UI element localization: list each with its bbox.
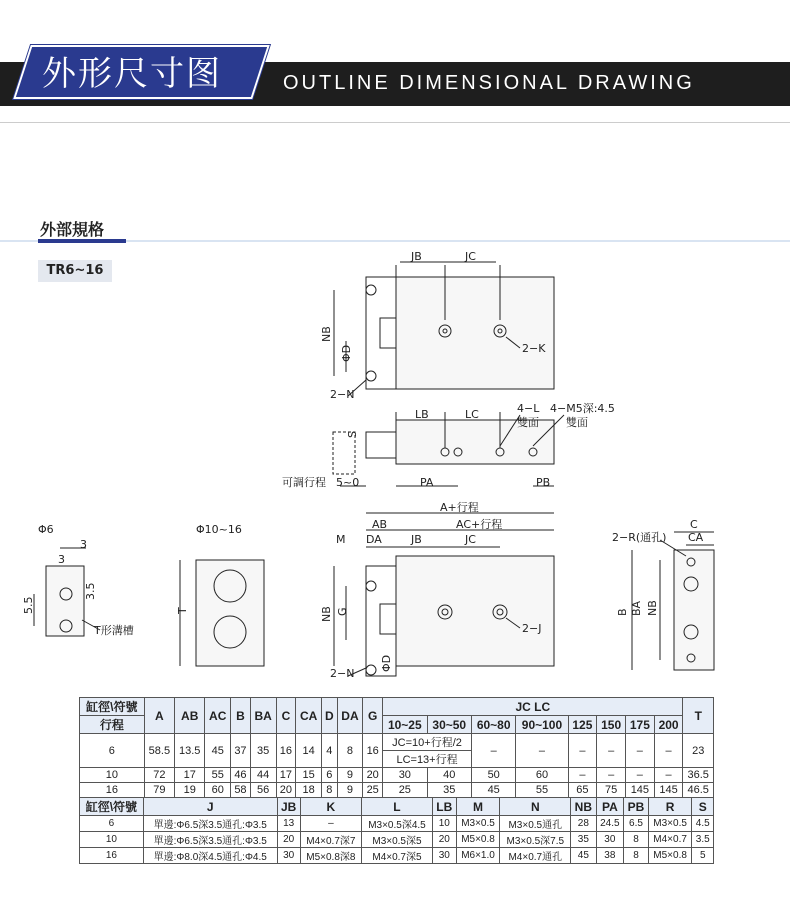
table1-header: AB — [175, 698, 205, 734]
stroke-header: 200 — [654, 716, 683, 734]
table-cell: 23 — [683, 734, 714, 768]
table-cell: 35 — [571, 832, 596, 848]
table-cell: 單邊:Φ6.5深3.5通孔:Φ3.5 — [143, 832, 277, 848]
table-cell: 20 — [432, 832, 456, 848]
table1-header: AC — [205, 698, 231, 734]
table2-header: PA — [596, 798, 624, 816]
table2-header: M — [456, 798, 500, 816]
label-phi6: Φ6 — [38, 523, 54, 536]
table-row — [80, 734, 714, 751]
table2-header: N — [500, 798, 571, 816]
stroke-header: 175 — [626, 716, 655, 734]
table-cell: 50 — [471, 768, 515, 783]
table-cell: 75 — [597, 783, 626, 798]
table-cell: M3×0.5深5 — [362, 832, 433, 848]
label-t: T — [176, 607, 189, 614]
section-title: 外部規格 — [40, 220, 105, 239]
table-row — [80, 816, 714, 832]
table2-header: NB — [571, 798, 596, 816]
stroke-header: 90~100 — [516, 716, 568, 734]
table-cell: 36.5 — [683, 768, 714, 783]
table-cell: – — [597, 734, 626, 768]
table-cell: 55 — [516, 783, 568, 798]
table-cell: M6×1.0 — [456, 848, 500, 864]
table-cell: 10 — [80, 832, 144, 848]
table-cell: 9 — [337, 768, 363, 783]
table-cell: M4×0.7深5 — [362, 848, 433, 864]
table-cell: 25 — [363, 783, 383, 798]
label-shuangmian-1: 雙面 — [517, 416, 539, 429]
table-cell: 14 — [296, 734, 322, 768]
label-lb: LB — [415, 408, 429, 421]
header-divider — [0, 122, 790, 123]
table-cell: – — [654, 734, 683, 768]
table-cell: 38 — [596, 848, 624, 864]
table-cell: 58 — [231, 783, 251, 798]
table-cell: 10 — [80, 768, 145, 783]
table-cell: 56 — [250, 783, 276, 798]
table-cell: 9 — [337, 783, 363, 798]
table-cell: 6 — [80, 816, 144, 832]
table2-header: PB — [624, 798, 649, 816]
label-ac-stroke: AC+行程 — [456, 518, 503, 531]
table-cell-formula: JC=10+行程/2 — [383, 734, 472, 751]
table1-header: DA — [337, 698, 363, 734]
table-cell: 18 — [296, 783, 322, 798]
table-cell: 6 — [80, 734, 145, 768]
table-cell: 25 — [383, 783, 427, 798]
label-2n-2: 2−N — [330, 667, 355, 680]
table1-header: D — [321, 698, 337, 734]
table-cell: 46 — [231, 768, 251, 783]
label-c: C — [690, 518, 698, 531]
label-ab: AB — [372, 518, 388, 531]
label-s: S — [346, 431, 359, 438]
table-cell: 60 — [516, 768, 568, 783]
label-2j: 2−J — [522, 622, 542, 635]
table1-jc-lc-header: JC LC — [383, 698, 683, 716]
table-cell: 8 — [624, 848, 649, 864]
table-row — [80, 832, 714, 848]
table-cell: 37 — [231, 734, 251, 768]
table-cell: 8 — [624, 832, 649, 848]
table-cell: 45 — [471, 783, 515, 798]
table-row — [80, 783, 714, 798]
table1-header: B — [231, 698, 251, 734]
table-cell: 15 — [296, 768, 322, 783]
table-cell: – — [626, 734, 655, 768]
table-cell: M3×0.5 — [648, 816, 692, 832]
table-cell: – — [471, 734, 515, 768]
table-cell: M5×0.8 — [648, 848, 692, 864]
label-ca: CA — [688, 531, 704, 544]
table-cell: 46.5 — [683, 783, 714, 798]
header-title-en: OUTLINE DIMENSIONAL DRAWING — [283, 72, 695, 94]
label-phi-d: ΦD — [340, 344, 353, 362]
table-cell: 55 — [205, 768, 231, 783]
table-cell: M5×0.8 — [456, 832, 500, 848]
table-cell: 60 — [205, 783, 231, 798]
table1-corner-bottom: 行程 — [80, 716, 145, 734]
table-cell: 13 — [277, 816, 300, 832]
table-cell: 58.5 — [144, 734, 174, 768]
label-jb: JB — [411, 250, 422, 263]
table2-header: J — [143, 798, 277, 816]
table-cell: 17 — [276, 768, 296, 783]
table-cell: 79 — [144, 783, 174, 798]
table-cell: – — [300, 816, 361, 832]
label-2r: 2−R(通孔) — [612, 531, 667, 544]
table-cell-formula: LC=13+行程 — [383, 751, 472, 768]
label-jb-2: JB — [411, 533, 422, 546]
table2-header: S — [692, 798, 714, 816]
table2-header: JB — [277, 798, 300, 816]
table-cell: 8 — [337, 734, 363, 768]
label-3-5: 3.5 — [84, 582, 97, 600]
table-cell: 20 — [277, 832, 300, 848]
table-cell: M3×0.5深4.5 — [362, 816, 433, 832]
table-cell: – — [597, 768, 626, 783]
label-3a: 3 — [80, 538, 87, 551]
table-cell: 35 — [250, 734, 276, 768]
table-cell: 10 — [432, 816, 456, 832]
label-4l: 4−L — [517, 402, 540, 415]
model-tag: TR6~16 — [38, 260, 112, 282]
table2-header: R — [648, 798, 692, 816]
table-cell: M4×0.7 — [648, 832, 692, 848]
label-adjust-stroke: 可調行程 — [282, 476, 326, 489]
table1-header: G — [363, 698, 383, 734]
table-row — [80, 848, 714, 864]
label-pa: PA — [420, 476, 434, 489]
table1-header: BA — [250, 698, 276, 734]
label-jc-2: JC — [465, 533, 476, 546]
table-cell: M3×0.5通孔 — [500, 816, 571, 832]
label-pb: PB — [536, 476, 551, 489]
label-a-stroke: A+行程 — [440, 501, 479, 514]
table-cell: M5×0.8深8 — [300, 848, 361, 864]
table2-header: K — [300, 798, 361, 816]
label-3b: 3 — [58, 553, 65, 566]
table-cell: M4×0.7深7 — [300, 832, 361, 848]
table-cell: 28 — [571, 816, 596, 832]
table-cell: 30 — [277, 848, 300, 864]
table1-header: C — [276, 698, 296, 734]
label-da: DA — [366, 533, 382, 546]
label-phi10-16: Φ10~16 — [196, 523, 242, 536]
table2-header: LB — [432, 798, 456, 816]
label-lc: LC — [465, 408, 479, 421]
spec-table-threads — [79, 797, 714, 864]
label-ba: BA — [630, 600, 643, 616]
table2-header: L — [362, 798, 433, 816]
table-cell: 16 — [80, 783, 145, 798]
table-cell: 72 — [144, 768, 174, 783]
table1-t-header: T — [683, 698, 714, 734]
table1-header: CA — [296, 698, 322, 734]
label-m: M — [336, 533, 346, 546]
table-cell: 單邊:Φ8.0深4.5通孔:Φ4.5 — [143, 848, 277, 864]
spec-table-dimensions — [79, 697, 714, 798]
table-cell: 6 — [321, 768, 337, 783]
table-cell: 16 — [363, 734, 383, 768]
label-jc: JC — [465, 250, 476, 263]
label-2n: 2−N — [330, 388, 355, 401]
table-cell: 45 — [205, 734, 231, 768]
table-cell: 17 — [175, 768, 205, 783]
table-cell: 4.5 — [692, 816, 714, 832]
stroke-header: 150 — [597, 716, 626, 734]
label-5-5: 5.5 — [22, 596, 35, 614]
table-cell: 4 — [321, 734, 337, 768]
table-cell: 30 — [383, 768, 427, 783]
label-phi-d-2: ΦD — [380, 654, 393, 672]
table-cell: 145 — [654, 783, 683, 798]
table-cell: 6.5 — [624, 816, 649, 832]
stroke-header: 125 — [568, 716, 597, 734]
table-cell: – — [568, 768, 597, 783]
table-cell: 20 — [363, 768, 383, 783]
table-cell: – — [516, 734, 568, 768]
table1-corner-top: 缸徑\符號 — [80, 698, 145, 716]
table-cell: 40 — [427, 768, 471, 783]
table-cell: 單邊:Φ6.5深3.5通孔:Φ3.5 — [143, 816, 277, 832]
table-cell: 24.5 — [596, 816, 624, 832]
table-cell: 145 — [626, 783, 655, 798]
table-cell: 44 — [250, 768, 276, 783]
table-cell: 8 — [321, 783, 337, 798]
table-cell: M3×0.5 — [456, 816, 500, 832]
table-cell: 13.5 — [175, 734, 205, 768]
table-cell: 19 — [175, 783, 205, 798]
label-5-0: 5~0 — [336, 476, 360, 489]
table1-header: A — [144, 698, 174, 734]
label-b: B — [616, 608, 629, 616]
stroke-header: 60~80 — [471, 716, 515, 734]
table-cell: – — [626, 768, 655, 783]
table-cell: 5 — [692, 848, 714, 864]
table-cell: 65 — [568, 783, 597, 798]
header-title-cn: 外形尺寸图 — [42, 54, 222, 94]
label-4m5: 4−M5深:4.5 — [550, 402, 615, 415]
label-2k: 2−K — [522, 342, 546, 355]
table-cell: 16 — [276, 734, 296, 768]
label-shuangmian-2: 雙面 — [566, 416, 588, 429]
label-nb-2: NB — [320, 606, 333, 622]
table-cell: 20 — [276, 783, 296, 798]
label-nb: NB — [320, 326, 333, 342]
label-g: G — [336, 607, 349, 616]
table-cell: – — [654, 768, 683, 783]
table-cell: 45 — [571, 848, 596, 864]
label-t-slot: T形溝槽 — [94, 624, 134, 637]
table-cell: – — [568, 734, 597, 768]
table-cell: 30 — [596, 832, 624, 848]
table-row — [80, 768, 714, 783]
dimensional-drawing — [0, 240, 790, 690]
table-cell: 35 — [427, 783, 471, 798]
table-cell: 16 — [80, 848, 144, 864]
stroke-header: 10~25 — [383, 716, 427, 734]
label-nb-3: NB — [646, 600, 659, 616]
table-cell: 30 — [432, 848, 456, 864]
table-cell: M4×0.7通孔 — [500, 848, 571, 864]
table2-corner: 缸徑\符號 — [80, 798, 144, 816]
stroke-header: 30~50 — [427, 716, 471, 734]
table-cell: 3.5 — [692, 832, 714, 848]
table-cell: M3×0.5深7.5 — [500, 832, 571, 848]
